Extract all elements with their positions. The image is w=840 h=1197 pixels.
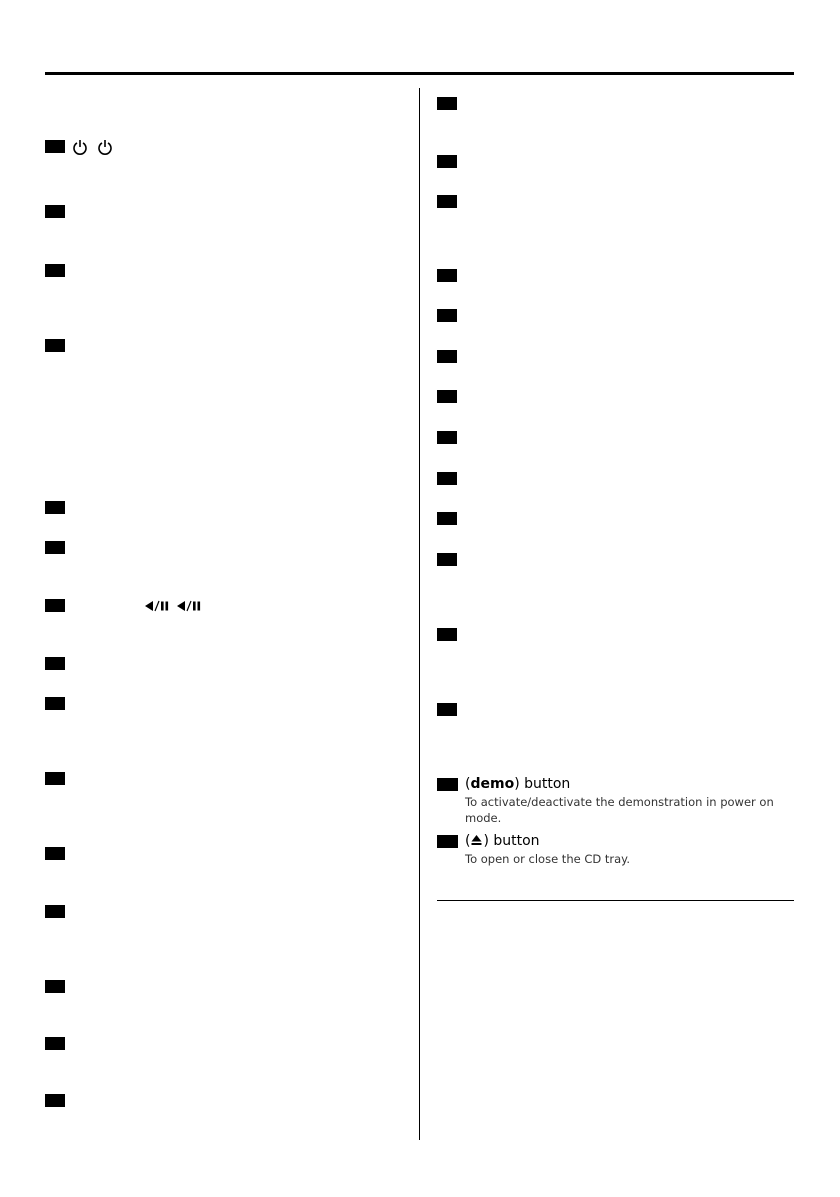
item-marker — [45, 772, 65, 785]
item-marker — [45, 599, 65, 612]
item-marker — [437, 703, 457, 716]
item-marker — [437, 431, 457, 444]
item-marker — [45, 264, 65, 277]
item-marker — [45, 541, 65, 554]
item-marker — [437, 472, 457, 485]
section-divider — [437, 900, 794, 901]
item-marker — [437, 628, 457, 641]
item-marker — [437, 155, 457, 168]
item-marker — [45, 657, 65, 670]
item-marker — [45, 697, 65, 710]
item-marker — [45, 1037, 65, 1050]
item-marker — [45, 847, 65, 860]
item-marker — [437, 97, 457, 110]
item-marker — [437, 835, 458, 848]
column-divider — [419, 88, 420, 1140]
item-marker — [437, 512, 457, 525]
eject-button-title: ( ) button — [465, 833, 540, 849]
item-marker — [45, 501, 65, 514]
top-rule — [45, 72, 794, 75]
item-marker — [45, 980, 65, 993]
demo-label: demo — [470, 776, 515, 792]
item-marker — [45, 905, 65, 918]
item-marker — [437, 195, 457, 208]
item-marker — [45, 1094, 65, 1107]
power-icon — [97, 139, 113, 156]
item-marker — [437, 778, 458, 791]
eject-button-description: To open or close the CD tray. — [465, 852, 630, 866]
demo-button-title: (demo) button — [465, 776, 571, 792]
item-marker — [437, 390, 457, 403]
item-marker — [45, 140, 65, 153]
power-icon — [72, 139, 88, 156]
item-marker — [437, 309, 457, 322]
item-marker — [45, 205, 65, 218]
item-marker — [437, 350, 457, 363]
eject-icon — [471, 834, 482, 846]
item-marker — [437, 553, 457, 566]
item-marker — [437, 269, 457, 282]
item-marker — [45, 339, 65, 352]
demo-button-description: To activate/deactivate the demonstration in power on mode. — [465, 795, 774, 825]
play-pause-icon — [144, 600, 170, 612]
play-pause-icon — [176, 600, 202, 612]
